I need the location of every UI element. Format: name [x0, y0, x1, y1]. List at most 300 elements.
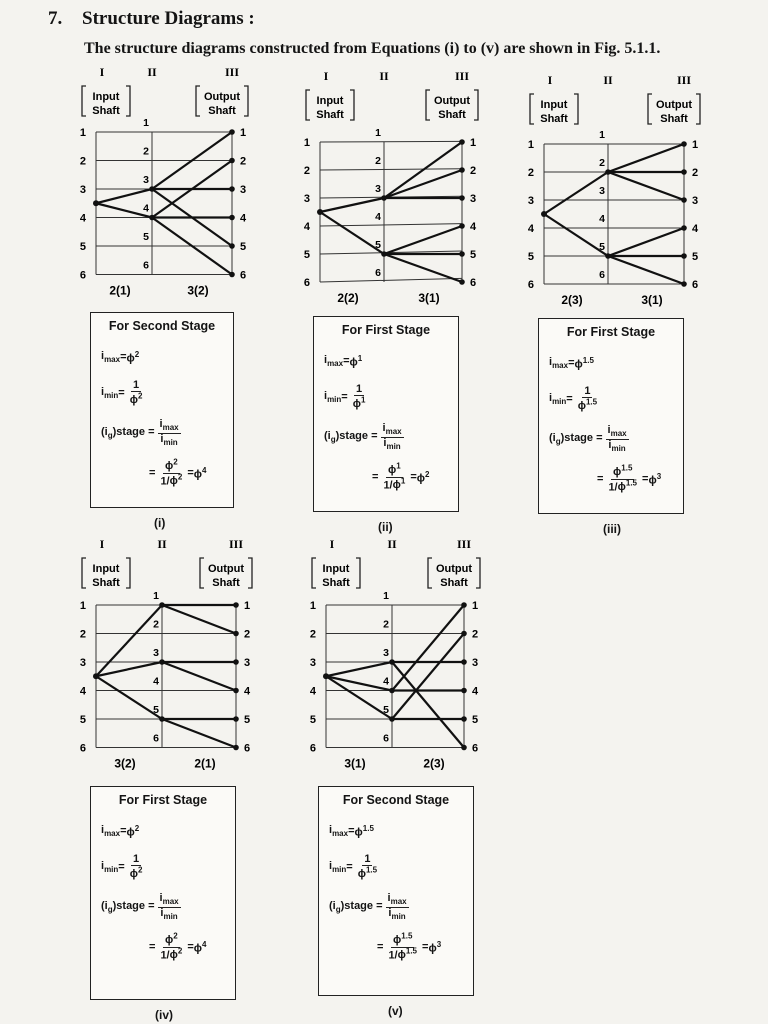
phi-symbol: ϕ — [126, 352, 135, 365]
i-letter: i — [159, 417, 163, 430]
middle-speed-label: 2 — [375, 155, 381, 167]
output-speed-node — [681, 225, 687, 231]
numerator — [381, 423, 404, 438]
one-digit: 1/ — [383, 479, 393, 492]
middle-speed-label: 6 — [143, 259, 149, 272]
right-speed-label: 1 — [470, 137, 477, 149]
equals-sign: = — [568, 357, 575, 369]
right-speed-label: 1 — [692, 139, 699, 151]
phi-symbol: ϕ — [392, 479, 401, 492]
stage-ratio-equation — [101, 413, 206, 453]
output-speed-node — [233, 659, 239, 665]
phi-power — [613, 463, 633, 478]
stage-ratio-symbol — [101, 900, 155, 914]
middle-speed-label: 2 — [599, 157, 605, 169]
imax-equation — [101, 341, 206, 373]
imin-equation — [101, 847, 206, 887]
phi-exponent: 3 — [656, 471, 662, 481]
left-speed-label: 5 — [79, 714, 86, 726]
middle-speed-label: 5 — [383, 704, 389, 716]
equals-sign: = — [120, 825, 127, 837]
left-speed-label: 5 — [303, 249, 310, 261]
stage-formula-box — [90, 786, 236, 1000]
input-shaft-text: Shaft — [540, 113, 568, 125]
phi-symbol: ϕ — [129, 393, 138, 406]
input-shaft-text: Shaft — [92, 105, 120, 117]
output-speed-node — [233, 745, 239, 751]
output-speed-node — [229, 186, 235, 192]
stage-formula-box — [90, 312, 234, 508]
g-subscript: g — [107, 431, 113, 441]
stage-ratio-symbol — [101, 426, 155, 440]
imin-symbol — [101, 386, 118, 400]
left-speed-label: 6 — [79, 269, 86, 282]
diagram-caption: (iv) — [155, 1008, 173, 1022]
stage-word: )stage = — [560, 431, 603, 444]
i-letter: i — [101, 859, 105, 872]
denominator — [386, 908, 407, 922]
left-speed-label: 4 — [309, 685, 316, 698]
result-phi-power — [428, 940, 441, 955]
equals-sign: = — [187, 941, 194, 953]
phi-exponent: 1.5 — [625, 478, 637, 488]
denominator — [606, 440, 627, 454]
left-speed-label: 1 — [527, 139, 534, 151]
max-subscript: max — [332, 829, 349, 839]
result-equation — [597, 459, 661, 499]
stage-formula-box — [318, 786, 474, 996]
phi-exponent: 1.5 — [365, 865, 378, 875]
denominator — [576, 398, 599, 412]
middle-speed-label: 1 — [383, 590, 389, 602]
min-subscript: min — [391, 911, 406, 921]
output-shaft-text: Output — [203, 91, 241, 103]
middle-speed-label: 6 — [375, 267, 381, 279]
i-letter: i — [608, 438, 612, 451]
phi-symbol: ϕ — [349, 356, 358, 369]
middle-speed-label: 4 — [375, 211, 381, 223]
output-shaft-text: Shaft — [660, 113, 688, 125]
phi-power — [617, 478, 637, 494]
imax-equation — [549, 347, 661, 379]
right-speed-label: 6 — [692, 279, 699, 291]
phi-exponent: 1.5 — [621, 463, 633, 473]
right-speed-label: 4 — [470, 221, 477, 233]
phi-symbol: ϕ — [397, 949, 406, 962]
phi-power — [129, 391, 143, 406]
imax-symbol — [549, 356, 568, 370]
max-subscript: max — [104, 829, 121, 839]
shaft-roman-numeral: III — [224, 65, 240, 79]
numerator — [386, 462, 403, 477]
diagram-caption: (iii) — [603, 522, 621, 536]
numerator — [163, 932, 180, 947]
min-subscript: min — [611, 443, 626, 453]
right-speed-label: 2 — [244, 628, 251, 641]
i-letter: i — [607, 423, 611, 436]
phi-symbol: ϕ — [193, 468, 203, 481]
input-shaft-text: Shaft — [92, 577, 120, 589]
output-speed-node — [233, 602, 239, 608]
first-stage-ray — [96, 605, 162, 676]
second-stage-group-label: 3(2) — [187, 283, 209, 298]
input-shaft-label — [82, 558, 130, 589]
output-speed-node — [681, 197, 687, 203]
imin-symbol — [329, 860, 346, 874]
left-speed-label: 1 — [79, 600, 86, 612]
numerator — [158, 893, 181, 908]
right-speed-label: 3 — [240, 184, 247, 196]
i-letter: i — [549, 355, 553, 368]
result-phi-power — [194, 466, 207, 481]
open-paren: (i — [101, 899, 108, 912]
middle-speed-label: 5 — [599, 241, 605, 253]
fraction — [606, 425, 629, 453]
phi-exponent: 2 — [177, 472, 183, 482]
phi-exponent: 1 — [360, 395, 366, 405]
i-letter: i — [329, 859, 333, 872]
i-letter: i — [324, 353, 328, 366]
diagram-caption: (i) — [154, 516, 166, 530]
imin-equation — [549, 379, 661, 419]
stage-equations — [329, 815, 441, 967]
stage-box-title: For First Stage — [118, 793, 208, 807]
phi-symbol: ϕ — [169, 949, 178, 962]
phi-exponent: 4 — [202, 465, 207, 475]
middle-speed-label: 4 — [143, 202, 149, 215]
stage-ratio-symbol — [329, 900, 383, 914]
imax-equation — [324, 345, 429, 377]
shaft-roman-numeral: III — [228, 537, 244, 551]
output-speed-node — [461, 602, 467, 608]
first-stage-group-label: 2(3) — [561, 293, 583, 307]
i-letter: i — [387, 891, 391, 904]
i-letter: i — [160, 906, 164, 919]
diagram-caption: (v) — [388, 1004, 403, 1018]
second-stage-ray — [162, 605, 236, 634]
phi-exponent: 2 — [177, 946, 183, 956]
phi-symbol: ϕ — [357, 867, 366, 880]
imax-symbol — [101, 350, 120, 364]
phi-symbol: ϕ — [129, 867, 138, 880]
denominator — [128, 866, 145, 880]
shaft-roman-numeral: I — [329, 537, 335, 551]
output-speed-node — [233, 716, 239, 722]
middle-speed-label: 6 — [599, 269, 605, 281]
phi-exponent: 1.5 — [401, 931, 413, 941]
denominator — [386, 948, 419, 962]
middle-speed-label: 2 — [143, 145, 149, 158]
input-shaft-text: Shaft — [322, 577, 350, 589]
stage-formula-box — [313, 316, 459, 512]
phi-power — [397, 946, 417, 962]
denominator — [356, 866, 379, 880]
i-letter: i — [388, 906, 392, 919]
input-shaft-text: Input — [92, 91, 120, 103]
input-speed-node — [323, 673, 329, 679]
g-subscript: g — [107, 905, 113, 915]
phi-power — [577, 397, 598, 412]
right-speed-label: 6 — [470, 277, 477, 289]
phi-symbol: ϕ — [574, 358, 583, 371]
right-speed-label: 5 — [692, 251, 699, 263]
i-letter: i — [160, 432, 164, 445]
input-shaft-text: Input — [322, 563, 350, 575]
one-digit: 1/ — [608, 481, 618, 494]
denominator — [381, 438, 402, 452]
middle-speed-label: 2 — [383, 618, 389, 631]
input-shaft-label — [312, 558, 360, 589]
stage-word: )stage = — [112, 899, 155, 912]
middle-speed-label: 1 — [599, 129, 605, 141]
shaft-roman-numeral: III — [456, 537, 472, 551]
equals-sign: = — [149, 467, 156, 479]
left-speed-label: 3 — [79, 657, 86, 669]
numerator — [158, 419, 181, 434]
phi-power — [352, 395, 366, 410]
one-digit: 1/ — [388, 949, 398, 962]
phi-symbol: ϕ — [169, 475, 178, 488]
second-stage-ray — [384, 170, 462, 198]
equals-sign: = — [597, 473, 604, 485]
output-shaft-label — [196, 86, 248, 117]
result-equation — [377, 927, 441, 967]
structure-diagram-iii — [528, 73, 700, 307]
phi-power — [127, 350, 140, 365]
second-stage-group-label: 3(1) — [418, 291, 440, 305]
equals-sign: = — [348, 825, 355, 837]
phi-symbol: ϕ — [617, 481, 626, 494]
speed-line — [320, 278, 462, 282]
phi-power — [169, 946, 183, 962]
result-equation — [372, 457, 429, 497]
first-stage-group-label: 2(2) — [337, 291, 359, 305]
denominator — [158, 908, 179, 922]
right-speed-label: 5 — [472, 714, 479, 726]
stage-ratio-equation — [329, 887, 441, 927]
middle-speed-label: 1 — [375, 127, 381, 139]
imin-equation — [329, 847, 441, 887]
phi-exponent: 1.5 — [362, 823, 374, 833]
right-speed-label: 1 — [244, 600, 251, 612]
second-stage-ray — [384, 226, 462, 254]
output-shaft-text: Shaft — [208, 105, 236, 117]
i-letter: i — [101, 385, 105, 398]
input-shaft-label — [82, 86, 130, 117]
shaft-roman-numeral: I — [547, 73, 553, 87]
output-shaft-text: Output — [435, 563, 473, 575]
middle-speed-label: 5 — [375, 239, 381, 251]
output-speed-node — [229, 158, 235, 164]
stage-equations — [324, 345, 429, 497]
max-subscript: max — [104, 355, 121, 365]
speed-line — [320, 169, 462, 170]
equals-sign: = — [410, 471, 417, 483]
structure-diagram-ii — [304, 69, 478, 305]
output-speed-node — [681, 169, 687, 175]
i-letter: i — [101, 349, 105, 362]
denominator — [381, 478, 407, 492]
right-speed-label: 4 — [472, 685, 479, 698]
open-paren: (i — [329, 899, 336, 912]
output-shaft-label — [200, 558, 252, 589]
output-speed-node — [229, 272, 235, 278]
left-speed-label: 1 — [309, 600, 316, 612]
phi-symbol: ϕ — [428, 942, 437, 955]
first-stage-ray — [320, 198, 384, 212]
output-shaft-text: Shaft — [440, 577, 468, 589]
denominator — [158, 948, 184, 962]
open-paren: (i — [549, 431, 556, 444]
middle-speed-label: 3 — [143, 174, 149, 186]
left-speed-label: 4 — [79, 212, 86, 225]
phi-exponent: 1 — [357, 353, 363, 363]
phi-power — [127, 824, 140, 839]
numerator — [391, 932, 414, 947]
phi-exponent: 2 — [137, 865, 143, 875]
phi-exponent: 1 — [400, 476, 406, 486]
shaft-roman-numeral: I — [323, 69, 329, 83]
phi-power — [388, 461, 401, 476]
phi-symbol: ϕ — [193, 942, 203, 955]
one-digit: 1/ — [160, 475, 170, 488]
phi-power — [575, 356, 594, 371]
output-speed-node — [459, 139, 465, 145]
max-subscript: max — [162, 423, 179, 433]
phi-symbol: ϕ — [393, 933, 402, 946]
stage-word: )stage = — [340, 899, 383, 912]
equals-sign: = — [566, 393, 573, 405]
min-subscript: min — [332, 865, 347, 875]
phi-symbol: ϕ — [126, 826, 135, 839]
first-stage-ray — [96, 676, 162, 719]
fraction — [351, 384, 368, 411]
right-speed-label: 6 — [240, 269, 247, 282]
right-speed-label: 5 — [470, 249, 477, 261]
fraction — [356, 854, 379, 881]
shaft-roman-numeral: II — [157, 537, 167, 551]
result-phi-power — [194, 940, 207, 955]
fraction — [381, 423, 404, 451]
middle-speed-label: 6 — [383, 732, 389, 745]
middle-speed-label: 3 — [375, 183, 381, 195]
fraction — [576, 386, 599, 413]
left-speed-label: 5 — [527, 251, 534, 263]
stage-word: )stage = — [335, 429, 378, 442]
output-shaft-text: Output — [433, 95, 471, 107]
result-equation — [149, 453, 206, 493]
shaft-roman-numeral: II — [603, 73, 613, 87]
numerator: 1 — [364, 852, 371, 865]
phi-exponent: 3 — [436, 939, 442, 949]
output-speed-node — [459, 279, 465, 285]
stage-ratio-symbol — [549, 432, 603, 446]
phi-symbol: ϕ — [577, 399, 586, 412]
denominator — [606, 480, 639, 494]
diagram-caption: (ii) — [378, 520, 393, 534]
phi-exponent: 2 — [134, 349, 140, 359]
stage-formula-box — [538, 318, 684, 514]
max-subscript: max — [327, 359, 344, 369]
right-speed-label: 2 — [240, 155, 247, 168]
phi-symbol: ϕ — [388, 463, 397, 476]
output-speed-node — [681, 253, 687, 259]
structure-diagram-i — [80, 65, 248, 298]
phi-power — [165, 457, 178, 472]
imin-symbol — [324, 390, 341, 404]
output-shaft-text: Shaft — [212, 577, 240, 589]
middle-speed-label: 3 — [383, 647, 389, 659]
right-speed-label: 4 — [692, 223, 699, 235]
phi-symbol: ϕ — [165, 459, 174, 472]
min-subscript: min — [552, 397, 567, 407]
phi-symbol: ϕ — [613, 465, 622, 478]
first-stage-group-label: 3(1) — [344, 756, 366, 771]
structure-diagram-iv — [80, 537, 252, 771]
right-speed-label: 3 — [472, 657, 479, 669]
left-speed-label: 2 — [309, 628, 316, 641]
left-speed-label: 6 — [79, 742, 86, 755]
left-speed-label: 4 — [527, 223, 534, 235]
output-shaft-text: Shaft — [438, 109, 466, 121]
i-letter: i — [383, 436, 387, 449]
phi-symbol: ϕ — [354, 826, 363, 839]
right-speed-label: 3 — [244, 657, 251, 669]
output-speed-node — [459, 223, 465, 229]
second-stage-ray — [608, 228, 684, 256]
max-subscript: max — [385, 427, 402, 437]
shaft-roman-numeral: II — [387, 537, 397, 551]
g-subscript: g — [335, 905, 341, 915]
speed-line — [320, 141, 462, 142]
middle-speed-label: 1 — [143, 117, 149, 129]
stage-ratio-equation — [101, 887, 206, 927]
max-subscript: max — [552, 361, 569, 371]
right-speed-label: 2 — [472, 628, 479, 641]
equals-sign: = — [377, 941, 384, 953]
numerator — [163, 458, 180, 473]
left-speed-label: 6 — [303, 277, 310, 289]
max-subscript: max — [610, 429, 627, 439]
min-subscript: min — [104, 865, 119, 875]
phi-exponent: 1.5 — [405, 946, 417, 956]
output-shaft-label — [428, 558, 480, 589]
equals-sign: = — [118, 387, 125, 399]
phi-power — [392, 476, 406, 492]
i-letter: i — [101, 823, 105, 836]
output-speed-node — [461, 716, 467, 722]
right-speed-label: 2 — [692, 167, 699, 179]
structure-diagram-v — [310, 537, 480, 771]
second-stage-group-label: 2(1) — [194, 756, 216, 771]
fraction — [381, 462, 407, 491]
output-speed-node — [461, 659, 467, 665]
denominator — [158, 474, 184, 488]
output-speed-node — [459, 251, 465, 257]
i-letter: i — [382, 421, 386, 434]
min-subscript: min — [327, 395, 342, 405]
phi-power — [165, 931, 178, 946]
result-phi-power — [417, 470, 430, 485]
output-speed-node — [459, 167, 465, 173]
phi-power — [393, 931, 413, 946]
denominator — [351, 396, 368, 410]
second-stage-ray — [384, 142, 462, 198]
fraction — [128, 854, 145, 881]
stage-ratio-equation — [324, 417, 429, 457]
fraction — [606, 464, 639, 493]
fraction — [158, 893, 181, 921]
